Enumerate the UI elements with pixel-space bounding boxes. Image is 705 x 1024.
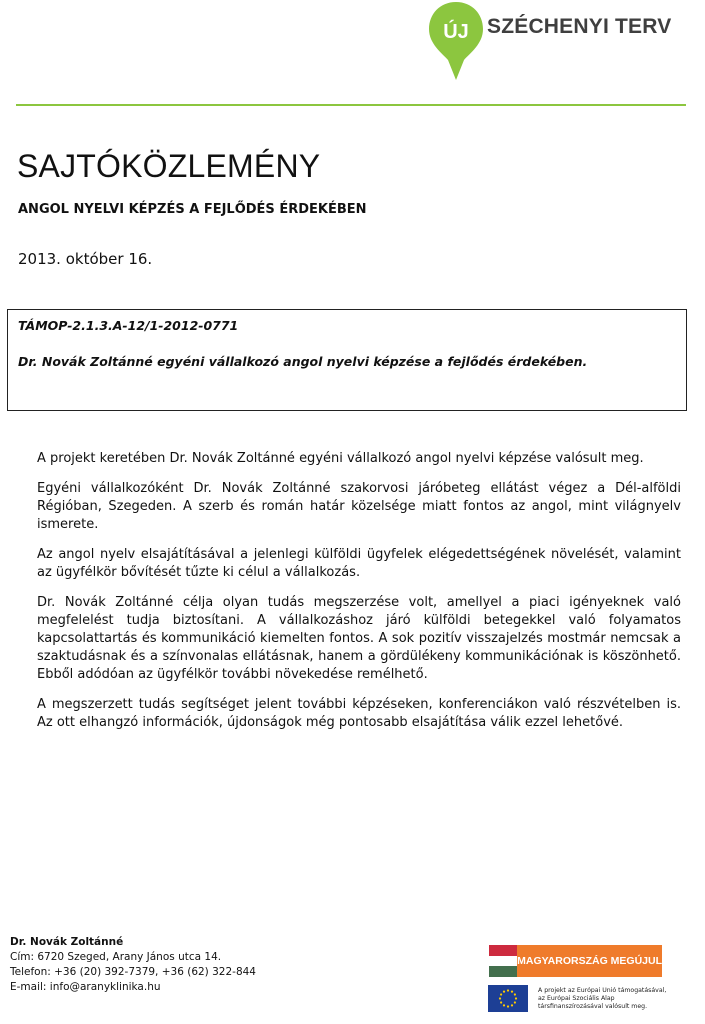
eu-funding-line: az Európai Szociális Alap <box>538 995 615 1002</box>
contact-info <box>10 935 256 995</box>
project-description: Dr. Novák Zoltánné egyéni vállalkozó angol nyelvi képzése a fejlődés érdekében. <box>18 354 588 369</box>
eu-funding-note <box>538 987 666 1011</box>
paragraph: Egyéni vállalkozóként Dr. Novák Zoltánné szakorvosi járóbeteg ellátást végez a Dél-alföldi Régióban, Szegeden. A szerb és román határ közelsége miatt fontos az angol, mint világnyelv ismerete. <box>37 481 681 532</box>
paragraph: Dr. Novák Zoltánné célja olyan tudás megszerzése volt, amellyel a piaci igényeknek való megfelelést tudja biztosítani. A vállalkozáshoz járó külföldi betegekkel való folyamatos kapcsolattartás és kommunikáció kiemelten fontos. A sok pozitív visszajelzés mostmár nemcsak a szaktudásnak és a színvonalas ellátásnak, hanem a gördülékeny kommunikációnak is köszönhető. Ebből adódóan az ügyfélkör további növekedése remélhető. <box>37 595 681 682</box>
eu-flag-icon <box>488 985 528 1012</box>
contact-name: Dr. Novák Zoltánné <box>10 936 124 948</box>
press-release-body <box>37 450 681 744</box>
publication-date: 2013. október 16. <box>18 250 153 268</box>
paragraph: A projekt keretében Dr. Novák Zoltánné egyéni vállalkozó angol nyelvi képzése valósult meg. <box>37 451 644 466</box>
page-title: SAJTÓKÖZLEMÉNY <box>17 148 321 184</box>
map-pin-icon <box>428 0 484 82</box>
contact-address: Cím: 6720 Szeged, Arany János utca 14. <box>10 951 222 963</box>
megujul-badge-text: MAGYARORSZÁG MEGÚJUL <box>517 955 662 967</box>
logo-text: SZÉCHENYI TERV <box>487 15 672 38</box>
header-divider <box>16 104 686 106</box>
contact-email: E-mail: info@aranyklinika.hu <box>10 981 161 993</box>
hungarian-flag-icon <box>489 945 517 977</box>
eu-funding-line: társfinanszírozásával valósult meg. <box>538 1003 648 1010</box>
eu-funding-line: A projekt az Európai Unió támogatásával, <box>538 987 667 994</box>
paragraph: A megszerzett tudás segítséget jelent további képzéseken, konferenciákon való részvételben is. Az ott elhangzó információk, újdonságok még pontosabb elsajátítása válik ezzel lehetővé. <box>37 697 681 730</box>
project-code: TÁMOP-2.1.3.A-12/1-2012-0771 <box>18 318 239 333</box>
contact-phone: Telefon: +36 (20) 392-7379, +36 (62) 322-844 <box>10 966 256 978</box>
project-info-box <box>7 309 687 411</box>
szechenyi-terv-logo <box>428 0 693 82</box>
paragraph: Az angol nyelv elsajátításával a jelenlegi külföldi ügyfelek elégedettségének növelését, valamint az ügyfélkör bővítését tűzte ki célul a vállalkozás. <box>37 547 681 580</box>
page-subtitle: ANGOL NYELVI KÉPZÉS A FEJLŐDÉS ÉRDEKÉBEN <box>18 202 367 217</box>
logo-pin-text: ÚJ <box>443 21 469 43</box>
magyarorszag-megujul-badge <box>489 945 662 977</box>
